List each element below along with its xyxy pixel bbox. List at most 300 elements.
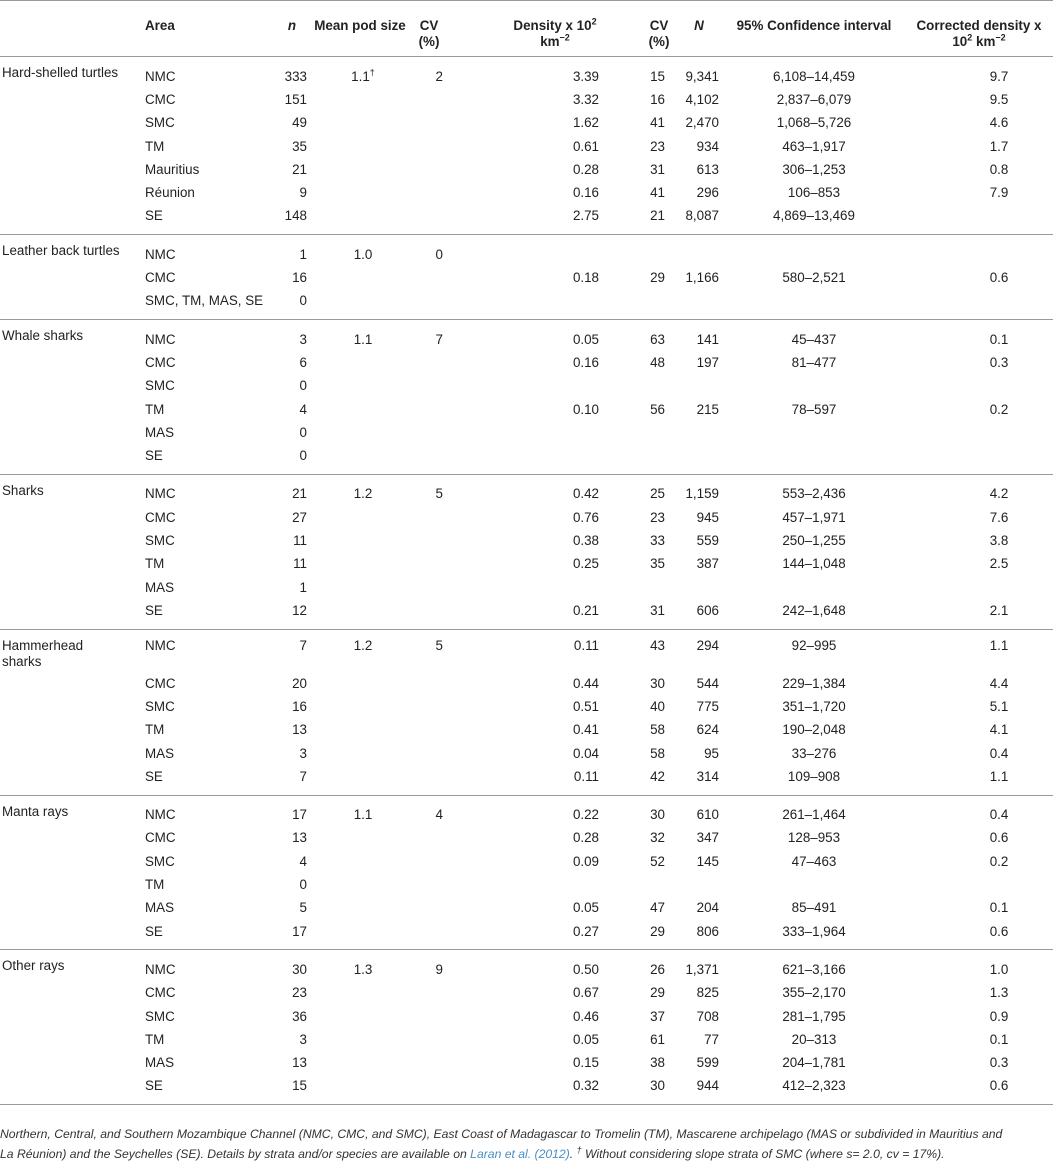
header-N: N [694,18,704,33]
table-row [0,88,1053,111]
table-row [0,319,1053,351]
cell-pod [311,421,409,444]
cell-cv1 [409,266,449,289]
cell-cv1 [409,375,449,398]
cell-pod [311,375,409,398]
species-name [0,897,137,920]
cell-cv2: 29 [650,270,665,286]
species-name [0,506,137,529]
cell-cv1 [409,181,449,204]
cell-pod [311,506,409,529]
table-row [0,719,1053,742]
cell-cv1: 5 [435,637,443,653]
cell-n: 11 [293,556,307,572]
species-name [0,850,137,873]
cell-ci: 85–491 [791,900,837,916]
cell-n: 13 [292,722,307,738]
cell-cv1: 2 [435,68,443,84]
cell-N: 624 [696,722,719,738]
cell-ci: 351–1,720 [782,698,846,714]
cell-density: 0.28 [572,830,599,846]
cell-area: MAS [145,900,175,916]
cell-corr: 4.1 [989,722,1009,738]
cell-cv1 [409,553,449,576]
species-name [0,266,137,289]
species-name [0,398,137,421]
cell-n: 27 [292,509,307,525]
cell-ci: 463–1,917 [782,138,846,154]
cell-N: 1,371 [685,961,719,977]
cell-density: 0.11 [573,637,599,653]
cell-density: 3.39 [572,68,599,84]
header-row [0,1,1053,57]
cell-n: 151 [284,91,307,107]
cell-cv2: 30 [650,807,665,823]
cell-cv2: 61 [650,1031,665,1047]
cell-pod [311,873,409,896]
species-name [0,599,137,629]
cell-N: 347 [696,830,719,846]
species-group [0,795,1053,950]
cell-corr [905,421,1053,444]
cell-cv2: 29 [650,985,665,1001]
cell-N: 4,102 [685,91,719,107]
cell-cv2: 33 [650,532,665,548]
cell-corr: 4.2 [989,486,1009,502]
cell-n: 333 [284,68,307,84]
cell-area: SMC, TM, MAS, SE [145,293,264,309]
table-row [0,158,1053,181]
header-corrected-density: Corrected density x $10^2$ $km^{-2}$ [916,18,1042,49]
cell-density: 0.27 [572,923,599,939]
cell-n: 0 [299,424,307,440]
species-name [0,982,137,1005]
cell-ci: 306–1,253 [782,161,846,177]
species-name [0,873,137,896]
cell-pod [311,695,409,718]
cell-n: 7 [299,637,307,653]
cell-pod [311,576,409,599]
cell-pod [311,850,409,873]
cell-cv1 [409,88,449,111]
cell-cv1 [409,158,449,181]
cell-corr [905,290,1053,320]
table-row [0,795,1053,827]
cell-N: 8,087 [685,208,719,224]
species-name [0,351,137,374]
cell-cv2: 31 [650,161,665,177]
cell-ci [723,235,905,267]
species-name [0,1051,137,1074]
table-row [0,421,1053,444]
cell-pod [311,112,409,135]
cell-cv2 [639,235,679,267]
cell-pod [311,827,409,850]
cell-ci [723,421,905,444]
cell-N: 559 [696,532,719,548]
cell-n: 9 [299,185,307,201]
cell-pod [311,158,409,181]
cell-cv2: 40 [650,698,665,714]
cell-cv2: 26 [650,961,665,977]
cell-n: 15 [292,1078,307,1094]
cell-area: TM [145,1031,165,1047]
cell-density: 0.46 [572,1008,599,1024]
cell-cv2: 35 [650,556,665,572]
cell-n: 0 [299,293,307,309]
table-row [0,398,1053,421]
species-name [0,112,137,135]
species-name: Leather back turtles [2,243,120,259]
cell-N: 9,341 [685,68,719,84]
cell-area: SMC [145,1008,175,1024]
cell-ci: 580–2,521 [782,270,846,286]
cell-pod [311,290,409,320]
cell-pod: 1.3 [353,961,373,977]
cell-area: TM [145,401,165,417]
cell-density: 0.05 [572,331,599,347]
cell-area: MAS [145,745,175,761]
cell-cv1 [409,599,449,629]
cell-N: 708 [696,1008,719,1024]
header-cv-pod: CV (%) [418,18,440,49]
cell-ci: 128–953 [787,830,841,846]
cell-density: 0.16 [572,354,599,370]
cell-corr: 0.6 [989,1078,1009,1094]
cell-N: 197 [696,354,719,370]
cell-density: 1.62 [572,115,599,131]
cell-pod [311,719,409,742]
cell-area: SMC [145,698,175,714]
cell-cv2: 15 [650,68,665,84]
cell-cv2 [639,421,679,444]
cell-area: MAS [145,579,175,595]
species-name [0,1005,137,1028]
cell-cv2: 29 [650,923,665,939]
cell-ci: 261–1,464 [782,807,846,823]
cell-density: 0.67 [572,985,599,1001]
cell-N: 296 [696,185,719,201]
cell-n: 20 [292,675,307,691]
cell-density: 0.16 [572,185,599,201]
cell-corr: 4.4 [989,675,1009,691]
cell-area: SMC [145,115,175,131]
cell-corr: 0.2 [989,401,1009,417]
cell-N: 215 [696,401,719,417]
cell-N: 2,470 [685,115,719,131]
cell-area: TM [145,877,165,893]
species-name [0,135,137,158]
header-area: Area [145,18,175,33]
table-row [0,850,1053,873]
cell-N: 934 [696,138,719,154]
cell-cv1: 4 [435,807,443,823]
table-row [0,553,1053,576]
cell-density: 0.05 [572,1031,599,1047]
table-row [0,351,1053,374]
cell-cv1 [409,850,449,873]
species-name: Hard-shelled turtles [2,65,119,80]
cell-cv1 [409,576,449,599]
cell-area: SE [145,1078,163,1094]
cell-cv2 [639,873,679,896]
cell-pod [311,1075,409,1105]
species-name [0,1075,137,1105]
cell-corr [905,375,1053,398]
table-row [0,181,1053,204]
cell-density [449,235,639,267]
species-name [0,719,137,742]
cell-ci: 45–437 [791,331,837,347]
species-name [0,827,137,850]
table-row [0,235,1053,267]
cell-ci: 144–1,048 [782,556,846,572]
species-name [0,290,137,320]
cell-area: NMC [145,246,176,262]
table-row [0,1051,1053,1074]
table-row [0,506,1053,529]
cell-corr: 0.1 [989,1031,1009,1047]
cell-area: CMC [145,91,176,107]
cell-cv2: 58 [650,722,665,738]
cell-corr: 0.9 [989,1008,1009,1024]
cell-area: SE [145,923,163,939]
cell-area: NMC [145,331,176,347]
cell-density: 0.21 [572,602,599,618]
cell-area: SMC [145,853,175,869]
cell-corr: 7.9 [989,185,1009,201]
species-name [0,205,137,235]
cell-pod [311,351,409,374]
cell-corr: 4.6 [989,115,1009,131]
cell-cv1 [409,205,449,235]
cell-corr: 1.0 [989,961,1009,977]
table-row [0,474,1053,506]
cell-pod: 1.2 [353,486,373,502]
species-name [0,158,137,181]
cell-ci: 281–1,795 [782,1008,846,1024]
cell-N: 77 [704,1031,719,1047]
species-name [0,375,137,398]
cell-cv2 [639,375,679,398]
species-name [0,529,137,552]
cell-area: CMC [145,985,176,1001]
cell-pod [311,444,409,474]
species-name [0,181,137,204]
cell-density: 0.61 [572,138,599,154]
header-density: Density x $10^2$ $km^{-2}$ [513,16,597,49]
cell-N: 606 [696,602,719,618]
species-name [0,920,137,950]
table-footnote: Northern, Central, and Southern Mozambique Channel (NMC, CMC, and SMC), East Coast of Madagascar to Tromelin (TM), Mascarene archipelago (MAS or subdivided in Mauritius and La Réunion) and the Seychelles (SE). Details by strata and/or species are available on Laran et al. (2012). † Without considering slope strata of SMC (where s= 2.0, cv = 17%). [0,1127,1003,1161]
cell-cv1 [409,827,449,850]
cell-ci [723,576,905,599]
cell-area: TM [145,722,165,738]
cell-cv1 [409,351,449,374]
cell-corr: 1.7 [989,138,1009,154]
species-name [0,742,137,765]
cell-cv2: 30 [650,675,665,691]
cell-ci: 78–597 [791,401,837,417]
cell-corr [905,205,1053,235]
cell-N: 944 [696,1078,719,1094]
species-name [0,576,137,599]
cell-density: 0.28 [572,161,599,177]
cell-pod [311,742,409,765]
species-name [0,444,137,474]
cell-n: 0 [299,378,307,394]
cell-corr: 0.2 [989,853,1009,869]
cell-density [449,576,639,599]
cell-ci [723,290,905,320]
cell-cv1 [409,444,449,474]
species-name: Whale sharks [2,327,84,343]
cell-ci: 333–1,964 [782,923,846,939]
cell-density: 0.25 [572,556,599,572]
cell-density: 0.18 [572,270,599,286]
cell-N [679,235,723,267]
cell-pod [311,205,409,235]
cell-n: 6 [299,354,307,370]
cell-corr: 9.7 [989,68,1009,84]
cell-pod: 1.0 [353,246,373,262]
header-mean-pod-size: Mean pod size [314,18,406,33]
cell-ci: 4,869–13,469 [773,208,855,224]
table-row [0,205,1053,235]
table-row [0,135,1053,158]
cell-cv2: 47 [650,900,665,916]
cell-N: 145 [696,853,719,869]
cell-ci: 106–853 [787,185,841,201]
cell-n: 7 [299,768,307,784]
cell-cv2: 30 [650,1078,665,1094]
cell-density [449,375,639,398]
cell-N: 95 [704,745,719,761]
cell-area: SMC [145,532,175,548]
citation-link[interactable]: Laran et al. (2012) [470,1147,570,1161]
cell-density [449,290,639,320]
cell-density [449,873,639,896]
cell-cv1 [409,873,449,896]
cell-pod [311,135,409,158]
table-row [0,444,1053,474]
cell-ci [723,873,905,896]
cell-n: 17 [292,923,307,939]
cell-ci: 250–1,255 [782,532,846,548]
cell-n: 16 [292,698,307,714]
cell-ci: 33–276 [791,745,837,761]
cell-n: 148 [284,208,307,224]
cell-N: 294 [696,637,719,653]
table-row [0,897,1053,920]
table-row [0,1028,1053,1051]
table-row [0,57,1053,89]
species-group [0,57,1053,235]
cell-N: 610 [696,807,719,823]
cell-cv2: 52 [650,853,665,869]
cell-ci: 1,068–5,726 [776,115,852,131]
table-row [0,950,1053,982]
cell-n: 13 [292,1055,307,1071]
species-name [0,553,137,576]
cell-pod [311,897,409,920]
cell-n: 4 [299,401,307,417]
cell-area: CMC [145,354,176,370]
cell-n: 13 [292,830,307,846]
table-row [0,1075,1053,1105]
cell-cv1 [409,506,449,529]
cell-pod [311,920,409,950]
cell-pod: 1.1 [353,331,373,347]
cell-cv1 [409,1028,449,1051]
cell-area: CMC [145,509,176,525]
cell-N [679,375,723,398]
cell-n: 12 [292,602,307,618]
cell-density: 0.09 [572,853,599,869]
species-name: Sharks [2,482,44,498]
cell-density: 0.41 [572,722,599,738]
cell-ci: 412–2,323 [782,1078,846,1094]
cell-density [449,444,639,474]
cell-n: 35 [292,138,307,154]
cell-corr: 3.8 [989,532,1009,548]
cell-ci: 553–2,436 [782,486,846,502]
cell-density: 0.38 [572,532,599,548]
cell-corr: 0.6 [989,923,1009,939]
cell-corr: 0.1 [989,331,1009,347]
cell-n: 4 [299,853,307,869]
cell-cv1 [409,719,449,742]
cell-n: 11 [293,532,307,548]
cell-ci: 355–2,170 [782,985,846,1001]
cell-area: CMC [145,830,176,846]
table-row [0,290,1053,320]
cell-area: SE [145,208,163,224]
cell-N: 204 [696,900,719,916]
cell-corr: 9.5 [989,91,1009,107]
table-row [0,576,1053,599]
table-row [0,765,1053,795]
cell-corr: 5.1 [989,698,1009,714]
cell-area: NMC [145,637,176,653]
cell-cv2: 63 [650,331,665,347]
species-name: Other rays [2,958,65,974]
cell-pod [311,88,409,111]
cell-cv1 [409,135,449,158]
cell-density [449,421,639,444]
table-row [0,873,1053,896]
cell-cv2: 21 [650,208,665,224]
cell-density: 0.05 [572,900,599,916]
cell-cv1 [409,421,449,444]
cell-corr: 1.1 [989,637,1009,653]
cell-density: 0.76 [572,509,599,525]
cell-ci: 457–1,971 [782,509,846,525]
cell-N [679,444,723,474]
cell-pod: 1.2 [353,637,373,653]
cell-n: 21 [292,486,307,502]
cell-N: 945 [696,509,719,525]
cell-density: 0.44 [572,675,599,691]
cell-ci: 109–908 [787,768,841,784]
cell-density: 0.15 [572,1055,599,1071]
cell-corr: 0.4 [989,807,1009,823]
cell-ci [723,444,905,474]
cell-cv2: 16 [650,91,665,107]
cell-area: SE [145,768,163,784]
cell-density: 0.11 [573,768,599,784]
table-row [0,112,1053,135]
